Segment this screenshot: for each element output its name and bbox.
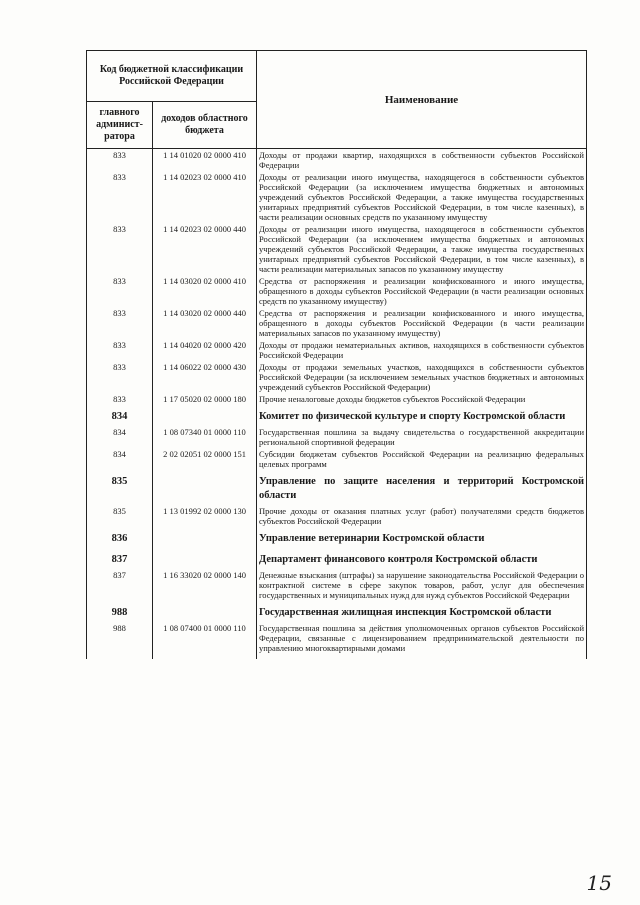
table-row [87,394,587,406]
admin-code-cell: 833 [87,308,153,340]
admin-code-cell: 836 [87,528,153,549]
income-name-cell: Средства от распоряжения и реализации конфискованного и иного имущества, обращенного в доходы субъектов Российской Федерации (в части реализации материальных запасов по указанному имуществу) [257,308,587,340]
income-name-cell: Доходы от продажи земельных участков, находящихся в собственности субъектов Российской Федерации (за исключением земельных участков бюджетных и автономных учреждений субъектов Российской Федерации) [257,362,587,394]
table-row [87,362,587,394]
department-name-cell: Управление по защите населения и территорий Костромской области [257,471,587,506]
admin-code-cell: 988 [87,623,153,659]
admin-code-cell: 833 [87,394,153,406]
department-row [87,471,587,506]
income-code-cell [153,471,257,506]
table-row [87,308,587,340]
income-code-cell [153,528,257,549]
table-row [87,427,587,449]
admin-code-cell: 834 [87,449,153,471]
table-row [87,172,587,224]
admin-code-cell: 833 [87,224,153,276]
budget-classification-table [86,50,587,659]
income-code-cell [153,549,257,570]
page-number: 15 [586,871,612,895]
table-row [87,340,587,362]
income-code-cell: 1 14 01020 02 0000 410 [153,149,257,173]
income-code-cell: 1 14 02023 02 0000 410 [153,172,257,224]
income-code-cell: 1 16 33020 02 0000 140 [153,570,257,602]
table-row [87,506,587,528]
header-name: Наименование [257,51,587,149]
income-code-cell: 1 14 03020 02 0000 440 [153,308,257,340]
department-name-cell: Комитет по физической культуре и спорту Костромской области [257,406,587,427]
income-name-cell: Субсидии бюджетам субъектов Российской Федерации на реализацию федеральных целевых программ [257,449,587,471]
income-name-cell: Доходы от продажи нематериальных активов, находящихся в собственности субъектов Российской Федерации [257,340,587,362]
department-name-cell: Департамент финансового контроля Костромской области [257,549,587,570]
income-name-cell: Денежные взыскания (штрафы) за нарушение законодательства Российской Федерации о контрактной системе в сфере закупок товаров, работ, услуг для обеспечения государственных и муниципальных нужд для нужд субъектов Российской Федерации [257,570,587,602]
admin-code-cell: 833 [87,172,153,224]
header-income: доходов областного бюджета [153,102,257,149]
admin-code-cell: 988 [87,602,153,623]
income-code-cell: 1 17 05020 02 0000 180 [153,394,257,406]
income-code-cell [153,406,257,427]
income-name-cell: Средства от распоряжения и реализации конфискованного и иного имущества, обращенного в доходы субъектов Российской Федерации (в части реализации основных средств по указанному имуществу) [257,276,587,308]
income-name-cell: Государственная пошлина за выдачу свидетельства о государственной аккредитации региональной спортивной федерации [257,427,587,449]
department-row [87,549,587,570]
income-name-cell: Доходы от реализации иного имущества, находящегося в собственности субъектов Российской Федерации (за исключением имущества бюджетных и автономных учреждений субъектов Российской Федерации, а также имущества государственных унитарных предприятий субъектов Российской Федерации, в том числе казенных), в части реализации основных средств по указанному имуществу [257,172,587,224]
income-code-cell: 1 14 03020 02 0000 410 [153,276,257,308]
department-name-cell: Государственная жилищная инспекция Костромской области [257,602,587,623]
income-code-cell: 1 13 01992 02 0000 130 [153,506,257,528]
income-code-cell: 1 14 02023 02 0000 440 [153,224,257,276]
table-row [87,623,587,659]
department-row [87,602,587,623]
admin-code-cell: 833 [87,340,153,362]
income-code-cell: 2 02 02051 02 0000 151 [153,449,257,471]
table-body [87,149,587,660]
header-admin: главного админист-ратора [87,102,153,149]
admin-code-cell: 835 [87,471,153,506]
admin-code-cell: 833 [87,149,153,173]
income-name-cell: Доходы от реализации иного имущества, находящегося в собственности субъектов Российской Федерации (за исключением имущества бюджетных и автономных учреждений субъектов Российской Федерации, а также имущества государственных унитарных предприятий субъектов Российской Федерации, в том числе казенных), в части реализации материальных запасов по указанному имуществу [257,224,587,276]
income-name-cell: Прочие доходы от оказания платных услуг (работ) получателями средств бюджетов субъектов Российской Федерации [257,506,587,528]
income-name-cell: Доходы от продажи квартир, находящихся в собственности субъектов Российской Федерации [257,149,587,173]
table-row [87,149,587,173]
admin-code-cell: 837 [87,549,153,570]
table-header-row [87,51,587,102]
table-row [87,449,587,471]
admin-code-cell: 833 [87,276,153,308]
admin-code-cell: 833 [87,362,153,394]
admin-code-cell: 834 [87,427,153,449]
department-name-cell: Управление ветеринарии Костромской области [257,528,587,549]
income-code-cell [153,602,257,623]
header-budget-code: Код бюджетной классификации Российской Федерации [87,51,257,102]
income-code-cell: 1 14 06022 02 0000 430 [153,362,257,394]
income-name-cell: Государственная пошлина за действия уполномоченных органов субъектов Российской Федерации, связанные с лицензированием предпринимательской деятельности по управлению многоквартирными домами [257,623,587,659]
department-row [87,528,587,549]
table-row [87,224,587,276]
admin-code-cell: 834 [87,406,153,427]
admin-code-cell: 835 [87,506,153,528]
income-code-cell: 1 08 07400 01 0000 110 [153,623,257,659]
income-name-cell: Прочие неналоговые доходы бюджетов субъектов Российской Федерации [257,394,587,406]
income-code-cell: 1 14 04020 02 0000 420 [153,340,257,362]
table-row [87,276,587,308]
income-code-cell: 1 08 07340 01 0000 110 [153,427,257,449]
department-row [87,406,587,427]
admin-code-cell: 837 [87,570,153,602]
table-row [87,570,587,602]
